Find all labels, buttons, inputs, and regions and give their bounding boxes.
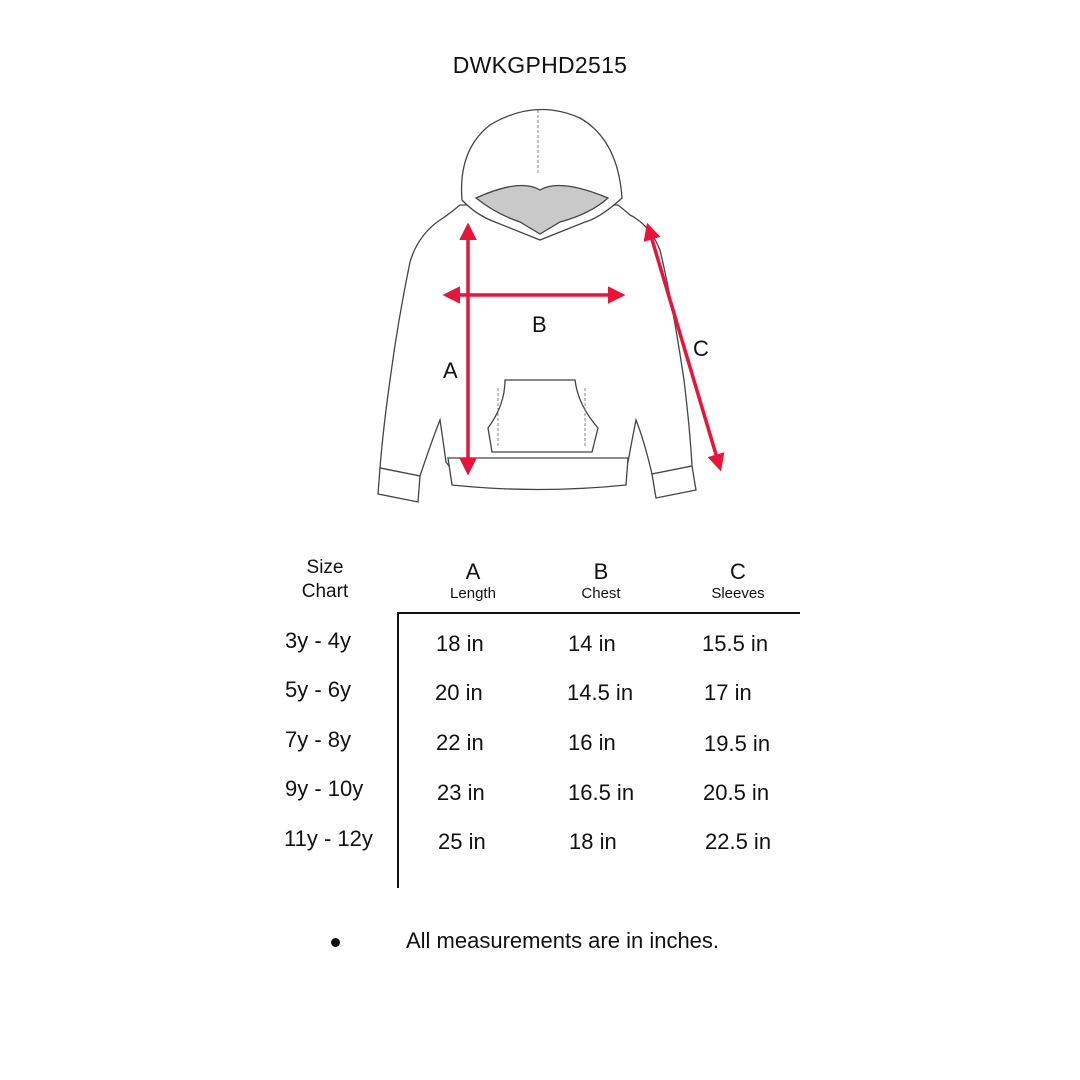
size-cell: 3y - 4y: [285, 628, 352, 653]
column-name: Length: [450, 585, 496, 602]
product-code: DWKGPHD2515: [452, 52, 628, 78]
column-letter: A: [465, 559, 481, 584]
sleeves-cell: 15.5 in: [702, 631, 769, 656]
chest-cell: 16.5 in: [568, 780, 635, 805]
column-name: Sleeves: [711, 585, 765, 602]
measurement-note: All measurements are in inches.: [406, 928, 720, 953]
size-chart-header: [292, 556, 358, 604]
measure-label-c: C: [693, 336, 709, 361]
length-cell: 25 in: [438, 829, 486, 854]
size-header-line-1: Size: [306, 557, 344, 578]
hoodie-illustration: [360, 100, 740, 510]
length-cell: 18 in: [436, 631, 484, 656]
measure-label-b: B: [532, 312, 547, 337]
sleeves-cell: 20.5 in: [703, 780, 770, 805]
column-header-b: [560, 560, 642, 604]
chest-cell: 14 in: [568, 631, 616, 656]
column-header-c: [692, 560, 784, 604]
chest-cell: 16 in: [568, 730, 616, 755]
size-cell: 9y - 10y: [285, 776, 364, 801]
sleeves-cell: 22.5 in: [705, 829, 772, 854]
column-header-a: [432, 560, 514, 604]
table-column-divider: [397, 612, 399, 888]
size-header-line-2: Chart: [301, 581, 349, 602]
column-name: Chest: [581, 585, 621, 602]
sleeves-cell: 17 in: [704, 680, 752, 705]
chest-cell: 14.5 in: [567, 680, 634, 705]
sleeves-cell: 19.5 in: [704, 731, 771, 756]
table-header-divider: [398, 612, 800, 614]
size-cell: 7y - 8y: [285, 727, 352, 752]
column-letter: C: [730, 559, 746, 584]
length-cell: 22 in: [436, 730, 484, 755]
length-cell: 23 in: [437, 780, 485, 805]
measure-label-a: A: [443, 358, 458, 383]
size-cell: 5y - 6y: [285, 677, 352, 702]
length-cell: 20 in: [435, 680, 483, 705]
bullet-icon: [331, 938, 340, 947]
column-letter: B: [593, 559, 609, 584]
chest-cell: 18 in: [569, 829, 617, 854]
size-cell: 11y - 12y: [284, 826, 373, 851]
